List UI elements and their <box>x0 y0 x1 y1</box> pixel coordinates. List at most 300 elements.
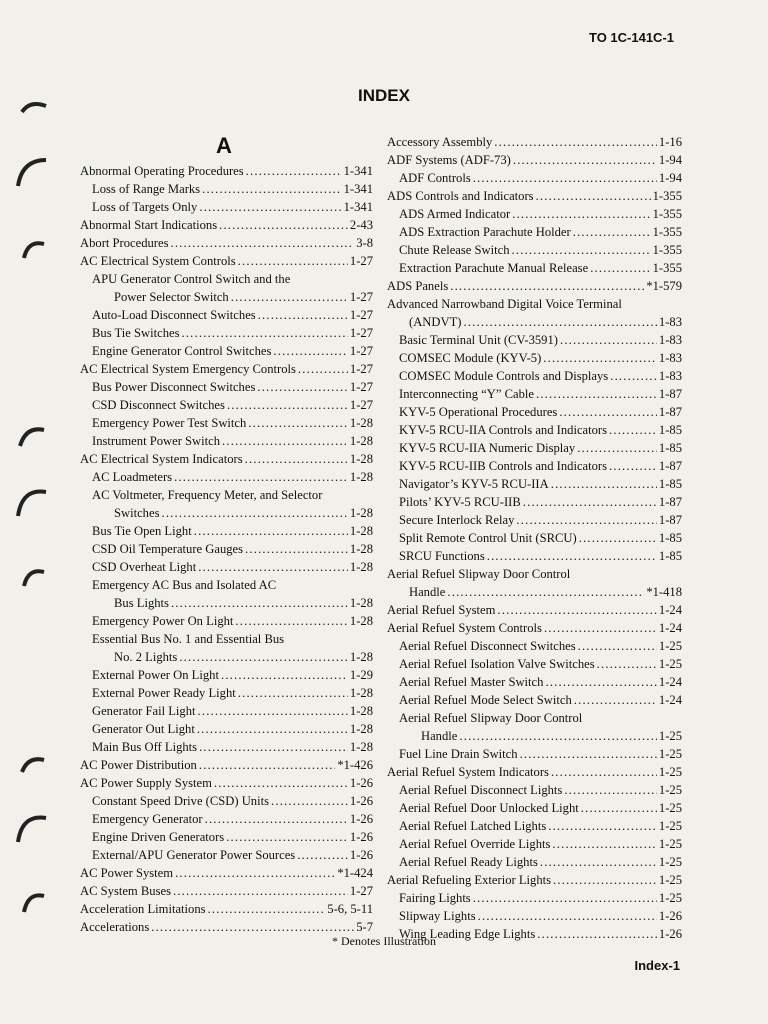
dot-leader <box>487 547 657 565</box>
dot-leader <box>273 342 347 360</box>
index-entry <box>80 846 373 864</box>
index-entry <box>80 234 373 252</box>
index-entry-text: Aerial Refuel Master Switch <box>399 675 544 689</box>
index-entry <box>387 223 682 241</box>
index-entry <box>387 637 682 655</box>
index-entry <box>387 529 682 547</box>
dot-leader <box>170 234 354 252</box>
index-entry-page: 1-26 <box>349 794 373 808</box>
index-entry <box>80 576 373 612</box>
index-entry-page: 1-24 <box>658 693 682 707</box>
dot-leader <box>235 612 347 630</box>
index-entry <box>80 828 373 846</box>
index-entry <box>387 763 682 781</box>
dot-leader <box>463 313 656 331</box>
index-entry-text: AC Voltmeter, Frequency Meter, and Selector <box>92 488 323 502</box>
index-entry <box>387 745 682 763</box>
index-entry <box>80 306 373 324</box>
index-entry-text: Bus Power Disconnect Switches <box>92 380 256 394</box>
index-entry-text: Basic Terminal Unit (CV-3591) <box>399 333 558 347</box>
index-entry-text: ADF Systems (ADF-73) <box>387 153 511 167</box>
index-entry <box>80 702 373 720</box>
dot-leader <box>245 450 348 468</box>
index-entry-text: Aerial Refuel Door Unlocked Light <box>399 801 579 815</box>
section-letter: A <box>216 133 232 158</box>
index-entry-text: Emergency AC Bus and Isolated AC <box>92 578 277 592</box>
index-entry-text: External/APU Generator Power Sources <box>92 848 296 862</box>
index-entry-page: 1-25 <box>658 729 682 743</box>
index-entry <box>387 565 682 601</box>
dot-leader <box>246 162 342 180</box>
index-entry <box>387 241 682 259</box>
dot-leader <box>198 702 348 720</box>
index-entry-page: 1-87 <box>658 495 682 509</box>
index-entry-page: 1-87 <box>658 513 682 527</box>
index-entry-text: AC Loadmeters <box>92 470 173 484</box>
index-entry-text: Accelerations <box>80 920 150 934</box>
index-entry-page: 3-8 <box>356 236 373 250</box>
index-entry <box>387 673 682 691</box>
dot-leader <box>512 241 651 259</box>
dot-leader <box>577 439 657 457</box>
index-entry-text: Secure Interlock Relay <box>399 513 515 527</box>
dot-leader <box>226 828 348 846</box>
index-entry-text: Engine Generator Control Switches <box>92 344 272 358</box>
index-entry-page: 1-25 <box>658 819 682 833</box>
index-entry-page: *1-579 <box>646 279 682 293</box>
index-entry-text: Aerial Refuel System <box>387 603 496 617</box>
index-entry-text: Abnormal Start Indications <box>80 218 218 232</box>
index-entry-page: 1-25 <box>658 801 682 815</box>
dot-leader <box>208 900 326 918</box>
index-entry <box>80 756 373 774</box>
index-entry-text: Auto-Load Disconnect Switches <box>92 308 256 322</box>
dot-leader <box>221 666 348 684</box>
index-entry-page: 1-26 <box>658 927 682 941</box>
index-entry-page: 1-85 <box>658 531 682 545</box>
index-entry-page: 1-85 <box>658 441 682 455</box>
dot-leader <box>609 457 657 475</box>
index-entry-page: 1-16 <box>658 135 682 149</box>
index-entry-page: 1-87 <box>658 459 682 473</box>
dot-leader <box>447 583 644 601</box>
index-entry-page: 1-26 <box>349 830 373 844</box>
index-entry <box>80 198 373 216</box>
index-entry-page: 1-355 <box>652 189 682 203</box>
index-entry <box>80 522 373 540</box>
index-entry-text: AC Power Supply System <box>80 776 212 790</box>
index-entry-page: 1-26 <box>349 848 373 862</box>
dot-leader <box>174 468 348 486</box>
index-entry-page: *1-424 <box>337 866 373 880</box>
index-entry-page: 2-43 <box>349 218 373 232</box>
index-entry-page: 1-87 <box>658 387 682 401</box>
index-entry <box>387 691 682 709</box>
dot-leader <box>545 673 656 691</box>
index-entry-page: 1-26 <box>349 812 373 826</box>
dot-leader <box>553 871 657 889</box>
index-entry-page: 1-85 <box>658 423 682 437</box>
index-entry <box>80 684 373 702</box>
dot-leader <box>238 252 348 270</box>
dot-leader <box>202 180 342 198</box>
index-entry <box>387 259 682 277</box>
dot-leader <box>523 493 657 511</box>
index-entry-text: Aerial Refuel Slipway Door Control <box>387 567 571 581</box>
dot-leader <box>459 727 657 745</box>
index-entry-text: ADF Controls <box>399 171 471 185</box>
index-entry <box>387 601 682 619</box>
index-entry-text: Acceleration Limitations <box>80 902 206 916</box>
index-entry <box>387 331 682 349</box>
index-entry-text: AC Electrical System Controls <box>80 254 236 268</box>
dot-leader <box>248 414 348 432</box>
dot-leader <box>609 421 657 439</box>
dot-leader <box>175 864 335 882</box>
footnote: * Denotes Illustration <box>332 934 436 948</box>
index-entry <box>80 378 373 396</box>
index-entry <box>387 439 682 457</box>
index-entry <box>80 216 373 234</box>
dot-leader <box>258 306 348 324</box>
index-entry-page: 1-355 <box>652 225 682 239</box>
index-entry <box>80 666 373 684</box>
index-entry <box>387 871 682 889</box>
index-entry <box>387 511 682 529</box>
index-entry-page: 1-29 <box>349 668 373 682</box>
index-entry-text: Loss of Targets Only <box>92 200 198 214</box>
index-entry-page: 1-28 <box>349 452 373 466</box>
index-entry-text: KYV-5 Operational Procedures <box>399 405 558 419</box>
dot-leader <box>298 360 348 378</box>
index-entry <box>387 421 682 439</box>
index-entry <box>387 493 682 511</box>
index-entry <box>80 468 373 486</box>
index-entry-text: Accessory Assembly <box>387 135 493 149</box>
index-entry-page: 1-28 <box>349 722 373 736</box>
index-entry-page: 1-27 <box>349 254 373 268</box>
index-entry-text: Bus Tie Switches <box>92 326 180 340</box>
index-entry-page: 1-94 <box>658 153 682 167</box>
dot-leader <box>245 540 348 558</box>
dot-leader <box>564 781 657 799</box>
index-entry <box>387 205 682 223</box>
index-entry <box>80 360 373 378</box>
index-entry-page: 1-85 <box>658 477 682 491</box>
index-entry-text: Generator Fail Light <box>92 704 196 718</box>
index-entry-text: KYV-5 RCU-IIA Controls and Indicators <box>399 423 608 437</box>
dot-leader <box>181 324 347 342</box>
index-entry <box>80 864 373 882</box>
index-entry-text: Aerial Refuel Slipway Door Control <box>399 711 583 725</box>
dot-leader <box>199 756 335 774</box>
index-entry <box>80 414 373 432</box>
dot-leader <box>513 151 657 169</box>
index-entry-text: Aerial Refuel Latched Lights <box>399 819 547 833</box>
dot-leader <box>497 601 656 619</box>
dot-leader <box>597 655 657 673</box>
index-entry-continuation: No. 2 Lights <box>114 650 178 664</box>
dot-leader <box>297 846 348 864</box>
index-entry-text: CSD Overheat Light <box>92 560 197 574</box>
index-entry-text: KYV-5 RCU-IIB Controls and Indicators <box>399 459 608 473</box>
index-entry-page: 1-27 <box>349 290 373 304</box>
index-entry <box>80 630 373 666</box>
dot-leader <box>222 432 348 450</box>
dot-leader <box>257 378 348 396</box>
dot-leader <box>161 504 347 522</box>
index-entry-page: 1-27 <box>349 326 373 340</box>
index-entry <box>80 396 373 414</box>
index-entry-page: 1-27 <box>349 362 373 376</box>
dot-leader <box>610 367 657 385</box>
index-entry-page: 1-85 <box>658 549 682 563</box>
index-entry-text: COMSEC Module (KYV-5) <box>399 351 542 365</box>
index-entry-page: 1-25 <box>658 855 682 869</box>
dot-leader <box>579 529 657 547</box>
dot-leader <box>494 133 657 151</box>
index-entry-page: 1-24 <box>658 621 682 635</box>
index-entry <box>80 162 373 180</box>
index-entry-page: 1-341 <box>343 200 373 214</box>
index-entry-page: 1-25 <box>658 657 682 671</box>
index-entry-page: 1-27 <box>349 380 373 394</box>
index-entry-text: Slipway Lights <box>399 909 476 923</box>
index-entry <box>80 882 373 900</box>
index-entry <box>387 187 682 205</box>
index-entry-text: Advanced Narrowband Digital Voice Terminal <box>387 297 622 311</box>
index-entry-text: Instrument Power Switch <box>92 434 221 448</box>
index-entry-page: 1-28 <box>349 686 373 700</box>
index-entry-page: 1-25 <box>658 639 682 653</box>
index-entry-page: 1-28 <box>349 740 373 754</box>
index-entry <box>80 720 373 738</box>
index-entry-continuation: Handle <box>421 729 458 743</box>
dot-leader <box>271 792 348 810</box>
index-entry <box>387 889 682 907</box>
dot-leader <box>590 259 650 277</box>
index-entry-text: Abnormal Operating Procedures <box>80 164 244 178</box>
index-entry <box>387 853 682 871</box>
index-entry-text: Generator Out Light <box>92 722 195 736</box>
index-entry-page: 1-25 <box>658 765 682 779</box>
index-entry-continuation: Switches <box>114 506 160 520</box>
index-entry-page: 1-24 <box>658 603 682 617</box>
dot-leader <box>473 889 657 907</box>
index-entry <box>387 277 682 295</box>
index-entry <box>387 547 682 565</box>
index-entry-text: Fairing Lights <box>399 891 471 905</box>
dot-leader <box>194 522 348 540</box>
index-entry-page: 1-355 <box>652 207 682 221</box>
index-entry-text: AC Power Distribution <box>80 758 197 772</box>
index-entry <box>387 709 682 745</box>
index-entry-page: 1-83 <box>658 351 682 365</box>
index-entry-page: 1-27 <box>349 398 373 412</box>
index-entry-text: Main Bus Off Lights <box>92 740 198 754</box>
index-entry-text: APU Generator Control Switch and the <box>92 272 291 286</box>
index-entry <box>80 900 373 918</box>
dot-leader <box>198 558 348 576</box>
index-entry <box>387 655 682 673</box>
dot-leader <box>171 594 348 612</box>
index-entry-page: 1-83 <box>658 333 682 347</box>
index-entry-page: 1-25 <box>658 891 682 905</box>
index-entry <box>387 403 682 421</box>
dot-leader <box>552 835 656 853</box>
index-entry <box>80 738 373 756</box>
index-entry-text: Aerial Refuel Override Lights <box>399 837 551 851</box>
dot-leader <box>473 169 657 187</box>
index-entry <box>80 450 373 468</box>
index-entry-continuation: Handle <box>409 585 446 599</box>
index-entry-text: AC Electrical System Emergency Controls <box>80 362 296 376</box>
index-entry-text: Aerial Refuel Ready Lights <box>399 855 538 869</box>
index-entry-page: 5-7 <box>356 920 373 934</box>
index-entry-page: 1-25 <box>658 783 682 797</box>
index-entry-text: ADS Panels <box>387 279 449 293</box>
index-entry <box>387 349 682 367</box>
dot-leader <box>231 288 348 306</box>
index-entry-page: 1-28 <box>349 506 373 520</box>
index-entry-page: 1-27 <box>349 344 373 358</box>
index-entry <box>387 799 682 817</box>
index-entry <box>387 781 682 799</box>
index-entry-text: Aerial Refuel System Indicators <box>387 765 549 779</box>
index-entry-page: 1-87 <box>658 405 682 419</box>
index-entry-text: Aerial Refuel Disconnect Lights <box>399 783 563 797</box>
index-entry <box>387 385 682 403</box>
index-entry-text: Emergency Generator <box>92 812 203 826</box>
index-entry <box>80 324 373 342</box>
dot-leader <box>536 187 651 205</box>
dot-leader <box>219 216 348 234</box>
index-entry-text: External Power Ready Light <box>92 686 236 700</box>
dot-leader <box>560 331 657 349</box>
dot-leader <box>450 277 644 295</box>
index-entry-page: 1-24 <box>658 675 682 689</box>
index-entry <box>80 180 373 198</box>
index-entry-text: ADS Armed Indicator <box>399 207 511 221</box>
index-entry <box>387 475 682 493</box>
index-entry-text: Split Remote Control Unit (SRCU) <box>399 531 577 545</box>
dot-leader <box>197 720 348 738</box>
index-entry <box>80 792 373 810</box>
index-entry-page: 1-28 <box>349 650 373 664</box>
index-entry-text: External Power On Light <box>92 668 219 682</box>
dot-leader <box>574 691 657 709</box>
index-entry-page: 1-28 <box>349 416 373 430</box>
index-entry <box>80 342 373 360</box>
index-entry-page: 1-26 <box>349 776 373 790</box>
index-entry-text: SRCU Functions <box>399 549 485 563</box>
index-entry-text: Essential Bus No. 1 and Essential Bus <box>92 632 285 646</box>
dot-leader <box>478 907 657 925</box>
index-entry-page: 1-355 <box>652 243 682 257</box>
index-entry-text: Bus Tie Open Light <box>92 524 192 538</box>
index-entry-page: 1-341 <box>343 164 373 178</box>
index-entry-text: COMSEC Module Controls and Displays <box>399 369 609 383</box>
dot-leader <box>578 637 657 655</box>
index-entry-continuation: Power Selector Switch <box>114 290 229 304</box>
index-entry <box>80 432 373 450</box>
index-entry <box>80 270 373 306</box>
dot-leader <box>179 648 348 666</box>
index-entry-continuation: (ANDVT) <box>409 315 462 329</box>
index-entry-text: Aerial Refueling Exterior Lights <box>387 873 552 887</box>
index-entry <box>387 457 682 475</box>
index-entry-text: ADS Extraction Parachute Holder <box>399 225 571 239</box>
document-number: TO 1C-141C-1 <box>588 30 674 45</box>
index-entry-text: AC Electrical System Indicators <box>80 452 243 466</box>
index-entry <box>80 252 373 270</box>
index-column-right <box>387 133 682 943</box>
dot-leader <box>205 810 348 828</box>
index-entry-page: 1-27 <box>349 884 373 898</box>
dot-leader <box>559 403 657 421</box>
index-entry-text: ADS Controls and Indicators <box>387 189 534 203</box>
index-entry-page: 1-28 <box>349 560 373 574</box>
index-entry-text: Pilots’ KYV-5 RCU-IIB <box>399 495 521 509</box>
dot-leader <box>551 763 657 781</box>
index-entry-page: 1-83 <box>658 369 682 383</box>
index-entry-text: CSD Disconnect Switches <box>92 398 225 412</box>
index-entry-text: Fuel Line Drain Switch <box>399 747 518 761</box>
index-entry-text: Interconnecting “Y” Cable <box>399 387 534 401</box>
index-entry-page: 1-28 <box>349 524 373 538</box>
index-entry <box>80 486 373 522</box>
index-entry-text: Constant Speed Drive (CSD) Units <box>92 794 270 808</box>
dot-leader <box>581 799 657 817</box>
index-entry-text: Wing Leading Edge Lights <box>399 927 536 941</box>
index-entry-page: 1-26 <box>658 909 682 923</box>
dot-leader <box>227 396 348 414</box>
index-entry <box>80 612 373 630</box>
index-entry-continuation: Bus Lights <box>114 596 169 610</box>
index-entry-page: 1-28 <box>349 542 373 556</box>
index-entry <box>80 558 373 576</box>
index-entry-text: Engine Driven Generators <box>92 830 225 844</box>
dot-leader <box>238 684 348 702</box>
dot-leader <box>516 511 657 529</box>
index-entry-page: 5-6, 5-11 <box>327 902 373 916</box>
index-entry <box>387 907 682 925</box>
index-entry-page: 1-28 <box>349 470 373 484</box>
index-entry <box>387 835 682 853</box>
index-entry-text: Aerial Refuel Mode Select Switch <box>399 693 572 707</box>
index-entry <box>387 295 682 331</box>
index-entry <box>387 619 682 637</box>
page-title: INDEX <box>358 86 410 105</box>
index-entry-text: Emergency Power Test Switch <box>92 416 247 430</box>
dot-leader <box>548 817 657 835</box>
index-entry-text: AC Power System <box>80 866 174 880</box>
index-entry <box>387 169 682 187</box>
index-entry-text: Extraction Parachute Manual Release <box>399 261 589 275</box>
index-entry-text: AC System Buses <box>80 884 171 898</box>
index-entry <box>80 810 373 828</box>
index-entry <box>80 774 373 792</box>
dot-leader <box>214 774 348 792</box>
dot-leader <box>543 349 657 367</box>
dot-leader <box>544 619 657 637</box>
index-entry <box>80 540 373 558</box>
index-entry-text: Emergency Power On Light <box>92 614 234 628</box>
index-entry-page: *1-426 <box>337 758 373 772</box>
index-entry-page: 1-341 <box>343 182 373 196</box>
binder-hole-marks <box>0 0 60 1024</box>
index-entry-page: 1-94 <box>658 171 682 185</box>
